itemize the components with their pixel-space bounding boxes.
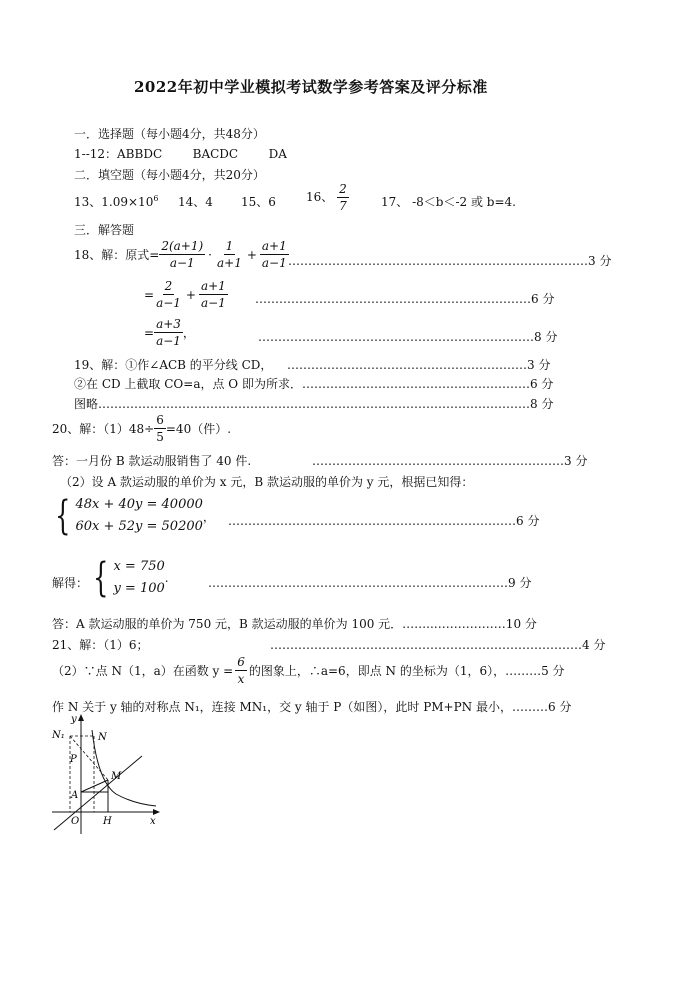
geometry-figure	[48, 712, 164, 836]
q20-line-2-score: ………………………………………………………3 分	[312, 454, 588, 468]
q18-f1-den: a−1	[169, 256, 195, 270]
label-h: H	[103, 816, 112, 827]
q20-system-2-equations	[113, 556, 164, 600]
q20-system-2	[88, 556, 169, 600]
q18-l3-eq: =	[144, 325, 155, 340]
q19-line-1-score: ……………………………………………………3 分	[287, 358, 551, 372]
section-1-heading: 一．选择题（每小题4分，共48分）	[74, 127, 265, 141]
q18-f3-den: a−1	[261, 256, 287, 270]
q16-fraction	[337, 181, 349, 214]
q21-line-1: 21、解：（1）6；	[52, 638, 149, 652]
q18-l3-num: a+3	[156, 317, 181, 331]
q20-sol-x: x = 750	[113, 559, 165, 574]
q18-line-2	[144, 278, 228, 311]
q20-answer: 答：A 款运动服的单价为 750 元，B 款运动服的单价为 100 元．……..………………10 分	[52, 617, 537, 631]
q18-f2-den: a+1	[217, 256, 242, 270]
q21-num: 6	[237, 655, 245, 669]
q20-system-2-score: …………………………………………………………………9 分	[208, 576, 532, 590]
q18-l2-fraction-1	[154, 278, 183, 311]
q13-coefficient: 1.09×10	[101, 195, 154, 209]
q18-dot: ·	[208, 247, 212, 262]
q18-f3-num: a+1	[261, 239, 287, 253]
label-x: x	[150, 816, 156, 827]
q20-den: 5	[156, 430, 164, 444]
q20-system-1-score: ………………………………………………………………6 分	[228, 514, 540, 528]
q18-l2-plus: +	[185, 287, 196, 302]
q18-line-1	[74, 238, 289, 271]
q21-l2-pre: （2）∵点 N（1，a）在函数 y =	[52, 664, 234, 678]
q16-label: 16、	[306, 190, 334, 204]
q18-l3-comma: ，	[182, 326, 195, 340]
label-y: y	[71, 714, 77, 725]
q18-l2-fraction-2	[199, 278, 228, 311]
q19-line-3: 图略………………………………………………………………………………………………8 分	[74, 397, 554, 411]
section-1-answers: 1--12：ABBDC BACDC DA	[74, 147, 287, 161]
q13-label: 13、	[74, 195, 102, 209]
q18-f1-num: 2(a+1)	[161, 239, 204, 253]
y-axis-arrow	[78, 714, 84, 721]
q21-line-2	[52, 654, 565, 687]
q20-solve-label: 解得：	[52, 576, 89, 590]
page-title: 2022年初中学业模拟考试数学参考答案及评分标准	[134, 78, 488, 96]
q20-line-1	[52, 412, 231, 445]
q20-system-1-comma: ，	[202, 509, 215, 524]
q15-answer: 15、6	[241, 195, 276, 209]
section-2-heading: 二．填空题（每小题4分，共20分）	[74, 168, 265, 182]
q21-fraction	[235, 654, 247, 687]
q18-l2-f1-num: 2	[164, 279, 173, 293]
q20-fraction	[154, 412, 166, 445]
q20-system-1-brace: {	[55, 493, 71, 539]
q20-eq-2: 60x + 52y = 50200	[75, 519, 203, 534]
q18-line-3	[144, 316, 195, 349]
q18-f2-num: 1	[225, 239, 234, 253]
label-n: N	[98, 732, 107, 743]
q18-l3-fraction	[154, 316, 183, 349]
q20-l1-post: =40（件）.	[165, 422, 232, 436]
q18-l2-f2-num: a+1	[200, 279, 226, 293]
q18-l3-den: a−1	[156, 334, 181, 348]
q18-plus: +	[246, 247, 257, 262]
q21-line-3: 作 N 关于 y 轴的对称点 N₁，连接 MN₁，交 y 轴于 P（如图），此时 PM+PN 最小，………6 分	[52, 700, 572, 714]
q18-l2-f1-den: a−1	[156, 296, 181, 310]
q19-line-2: ②在 CD 上截取 CO=a，点 O 即为所求．…………………………………………………6 分	[74, 377, 554, 391]
q20-system-2-brace: {	[93, 555, 109, 601]
q13-exponent: 6	[153, 194, 159, 203]
q14-answer: 14、4	[178, 195, 213, 209]
q16-numerator: 2	[339, 182, 347, 196]
a-m-segment	[81, 780, 108, 792]
q18-fraction-1	[159, 238, 205, 271]
q17-answer: 17、 -8＜b＜-2 或 b=4.	[381, 195, 516, 209]
q18-intro: 18、解：原式=	[74, 248, 160, 262]
q20-line-2: 答：一月份 B 款运动服销售了 40 件.	[52, 454, 252, 468]
q18-line-3-score: ……………………………………………………………8 分	[258, 330, 558, 344]
q18-line-1-score: …………………………………………………………………3 分	[288, 254, 612, 268]
q16-denominator: 7	[339, 199, 347, 213]
q20-num: 6	[156, 413, 164, 427]
q21-line-1-score: ……………………………………………………………………4 分	[270, 638, 606, 652]
label-m: M	[111, 771, 122, 782]
label-n1: N₁	[52, 730, 65, 741]
q20-system-1-equations	[75, 494, 202, 538]
label-o: O	[71, 816, 80, 827]
q16-answer	[306, 181, 349, 214]
section-3-heading: 三．解答题	[74, 223, 135, 237]
q20-system-2-dot: .	[164, 571, 169, 585]
q18-fraction-2	[215, 238, 244, 271]
q18-line-2-score: ……………………………………………………………6 分	[255, 292, 555, 306]
q19-line-1: 19、解：①作∠ACB 的平分线 CD，	[74, 358, 273, 372]
q20-system-1	[50, 494, 215, 538]
q20-eq-1: 48x + 40y = 40000	[75, 497, 203, 512]
q21-den: x	[237, 672, 245, 686]
q20-sol-y: y = 100	[113, 581, 165, 596]
line-through-origin	[54, 756, 142, 830]
x-axis-arrow	[153, 809, 160, 815]
label-p: P	[70, 754, 77, 765]
q21-l2-post: 的图象上，∴a=6，即点 N 的坐标为（1，6），………5 分	[248, 664, 565, 678]
q20-l1-pre: 20、解：（1）48÷	[52, 422, 155, 436]
q18-fraction-3	[260, 238, 289, 271]
q13-answer	[74, 193, 158, 210]
q18-l2-f2-den: a−1	[200, 296, 226, 310]
q18-l2-eq: =	[144, 287, 155, 302]
label-a: A	[71, 790, 79, 801]
q20-line-3: （2）设 A 款运动服的单价为 x 元，B 款运动服的单价为 y 元，根据已知得：	[60, 475, 474, 489]
